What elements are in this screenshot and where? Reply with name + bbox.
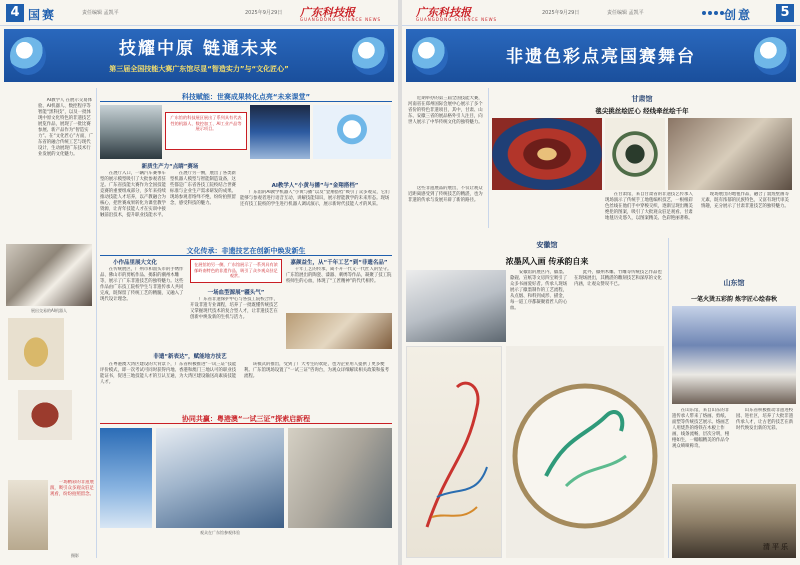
shandong-col2: 山东省积极推动非遗进校园、进社区，培养了大批非遗传承人才，让古老的技艺在新时代焕发出新的光彩。	[736, 408, 794, 431]
sec3-col2: 该模式的推出，受到了广大考生的欢迎，也为企业用人提供了更多便利。广东馆现场设置了“一试三证”咨询台，为观众详细解读相关政策和报考流程。	[244, 362, 390, 379]
banner-subtitle: 第三届全国技能大赛广东馆尽显“智造实力”与“文化匠心”	[109, 65, 289, 73]
sec2-sub3: 一场血型源展“疆头气”	[207, 290, 265, 296]
bottom-caption-mid: 观众在广东馆参观体验	[200, 530, 240, 535]
ai-teacher-photo	[313, 105, 391, 159]
sec1-quote: 广东馆的科技展区展出了系列具有代表性的机器人、数控加工、AI工业产品等展示项目。	[165, 112, 247, 150]
robot-photo	[100, 105, 162, 159]
phoenix-icon	[407, 347, 502, 558]
sec1-col3: 广东馆的AI教学机器人“小黄与播”以及“金翔搭档”吸引了众多观众，它们能够与参观者进行语音互动，讲解技能知识，展示智能教学的未来形态。现场还有技工院校的学生进行机器人调试演示，展示新时代技能人才的风采。	[240, 190, 390, 207]
banner-title: 非遗色彩点亮国赛舞台	[506, 47, 696, 67]
anhui-col2: 此外，徽州木雕、竹雕等传统技艺作品也在现场展出，其精湛的雕刻技艺和深厚的文化内涵，让观众赞叹不已。	[574, 270, 662, 287]
embroidery-hoop-icon	[506, 346, 664, 558]
anhui-title: 浓墨风入画 传承韵自来	[505, 257, 589, 266]
sec2-col3: 千年工艺的传承，离不开一代又一代匠人的坚守。广东馆展出的陶瓷、漆器、刺绣等作品，凝聚了技工院校师生的心血，体现了“工匠精神”的代代相传。	[286, 267, 392, 284]
red-artwork-photo	[18, 390, 72, 440]
ceramic-photo	[8, 318, 64, 380]
mascot-left-icon	[412, 37, 448, 75]
sec2-col1: 在传统展区，广州市和汕头市的手绣作品、佛山市的剪纸作品、揭阳的潮州木雕等，展示了广东非遗技艺的独特魅力。这些作品由广东技工院校学生与非遗传承人共同完成，既保留了传统工艺的精髓，又融入了现代设计理念。	[100, 267, 184, 302]
sec2-col2: 广东省非遗保护中心与各技工院校合作，开设非遗专业课程，培养了一批既懂传统技艺又掌握现代技术的复合型人才，让非遗技艺在创新中焕发新的生机与活力。	[190, 297, 278, 320]
phoenix-painting-photo	[406, 346, 502, 558]
sec1-col2: 在展厅另一侧，展出了各类新型机器人模型与智能制造设备，这些都是广东省各技工院校结合世赛标准与企业生产需求研发的成果。现场参观者络绎不绝，纷纷拍照留念，感受科技的魅力。	[170, 171, 236, 206]
bottom-caption-left: 一场精彩的非遗展演，吸引众多观众驻足观看，纷纷拍照留念。	[50, 480, 94, 497]
intro-photo	[6, 244, 92, 306]
sec2-quote: 在展馆的另一侧，广东馆展示了一系列具有浓郁岭南特色的非遗作品，吸引了众多观众驻足观赏。	[190, 259, 282, 283]
mascot-left-icon	[10, 37, 46, 75]
gansu-col1: 在甘肃馆，来自甘肃省的非遗技艺传承人现场演示了传统手工地毯编织技艺，一根根彩色丝线在他们手中穿梭交织，逐渐呈现出精美绝伦的图案，吸引了大批观众驻足观看。甘肃地毯历史悠久，以图案精美、色彩艳丽著称。	[605, 192, 693, 221]
sec2-sub2: 非遗“新表达”，赋能地方技艺	[153, 354, 227, 360]
intro-text-2: 这些非遗展品的展出，不仅让观众近距离感受到了传统技艺的精湛，也为非遗的传承与发展开辟了新的路径。	[408, 186, 483, 203]
editor-meta: 责任编辑 孟凯平	[82, 10, 119, 16]
intro-divider	[488, 88, 489, 228]
plate-photo	[605, 118, 665, 190]
left-column-divider	[96, 88, 97, 558]
gansu-col2: 现场展出的地毯作品，融合了敦煌壁画等元素，既有浓郁的民族特色，又富有现代审美情趣，充分展示了甘肃非遗技艺的独特魅力。	[701, 192, 789, 209]
mascot-right-icon	[352, 37, 388, 75]
intro-text: AI教学人 在展示交易体验、AI机器人、数控程序等智能“黑科技”，以及一批体现中原文化特色的非遗技艺展览作品，展现了一批比赛参展、新产品作为“智造实力”。在“文化匠心”方面，广东省的融合传统工艺与现代设计，生动展现广东技术行业发展的文化魅力。	[38, 98, 94, 157]
sec1-rule	[100, 101, 392, 102]
shandong-col1: 在山东馆，来自山东的非遗传承人带来了烙画、剪纸、面塑等传统技艺展示。烙画艺人用烧热的烙铁在木板上作画，线条流畅，层次分明，栩栩如生，一幅幅精美的作品令观众啧啧称奇。	[672, 408, 730, 449]
page-number: 5	[776, 4, 794, 22]
mascot-right-icon	[754, 37, 790, 75]
sec3-title: 协同共赢：粤港澳“一试三证”探索启新程	[181, 415, 311, 423]
calligraphy-event-photo	[406, 270, 506, 342]
editor-meta: 责任编辑 孟凯平	[607, 10, 644, 16]
banner-stand-photo	[100, 428, 152, 528]
paper-logo: 广东科技报	[416, 6, 471, 19]
anhui-col1: 安徽馆的展区内，徽墨、歙砚、宣纸等文房四宝吸引了众多书画爱好者。传承人现场展示了徽墨制作的工艺流程，从点烟、和料到成形、描金，每一道工序都凝聚着匠人的心血。	[510, 270, 568, 311]
paper-logo-en: GUANGDONG SCIENCE NEWS	[300, 17, 382, 22]
left-page	[0, 0, 398, 565]
sec2-title: 文化传承：非遗技艺在创新中焕发新生	[186, 247, 306, 255]
sec2-sub1: 小作品里展大文化	[112, 260, 157, 266]
shandong-label: 山东馆	[723, 279, 745, 287]
page-number: 4	[6, 4, 24, 22]
right-banner	[406, 29, 796, 82]
visitors-photo	[156, 428, 284, 528]
shandong-title: 一笔火烫五彩韵 炼字匠心绘春秋	[690, 296, 778, 303]
decor-dots	[702, 11, 724, 15]
anhui-label: 安徽馆	[536, 241, 558, 249]
exhibition-screen-photo	[250, 105, 310, 159]
paper-logo-en: GUANGDONG SCIENCE NEWS	[416, 17, 498, 22]
intro-text: 近期举办的第三届全国技能大赛，河南省在郑州国际会展中心展示了多个省份的特色非遗项目，其中，甘肃、山东、安徽三省的展品格外引人注目，向世人展示了中华传统文化的独特魅力。	[408, 96, 483, 125]
photo-vertical-text: 清平乐	[763, 543, 790, 551]
section-name: 国赛	[28, 8, 57, 22]
issue-date: 2025年9月29日	[542, 10, 580, 16]
bottom-tag: 摄影	[71, 553, 79, 558]
sec2-sub4: 嘉颜益生，从“千年工艺”到“非遗名品”	[290, 260, 388, 266]
right-page	[402, 0, 800, 565]
sec2-photo	[286, 313, 392, 349]
sec1-title: 科技赋能：世赛成果转化点亮“未来课堂”	[181, 93, 311, 101]
gansu-title: 毯尖挑丝绘匠心 经线牵丝绘千年	[595, 107, 689, 115]
sec1-sub1: 新质生产力“点睛”赛场	[141, 164, 199, 170]
anhui-shandong-divider	[668, 238, 669, 558]
embroidery-photo	[506, 346, 664, 558]
paper-logo: 广东科技报	[300, 6, 355, 19]
gansu-label: 甘肃馆	[631, 95, 653, 103]
sec1-sub2: AI教学人“小黄与播”与“金翔搭档”	[271, 183, 359, 189]
banner-title: 技耀中原 链通未来	[119, 39, 279, 59]
section-name: 创意	[724, 8, 753, 22]
historical-photo	[672, 484, 796, 558]
sec3-col1: 在粤港澳大湾区建设的大背景下，广东省积极推进“一试三证”技能评价模式，即一次考试可同时获得内地、香港和澳门三地认可的职业技能证书，促进三地技能人才的互认互通，为大湾区建设输送高素质技能人才。	[100, 362, 237, 385]
issue-date: 2025年9月29日	[245, 10, 283, 16]
sec1-col1: 在展厅入口，一辆汽车赛事车型的展示模型吸引了大批参观者驻足。广东省技能大赛作为全国技能竞赛的重要组成部分，多年来持续推动技能人才培养，以产教融合为核心，把世赛成果转化为课堂教学资源，让青年技能人才在实训中接触前沿技术，提升职业技能水平。	[100, 171, 166, 218]
artisan-photo	[668, 118, 792, 190]
shandong-booth-photo	[672, 306, 796, 404]
booth-photo	[288, 428, 392, 528]
sec3-rule	[100, 423, 392, 424]
stage-photo	[8, 480, 48, 550]
left-header	[0, 0, 398, 26]
intro-caption: 展出交易的AI机器人	[31, 308, 67, 313]
carpet-photo	[492, 118, 602, 190]
right-header	[402, 0, 800, 26]
left-banner	[4, 29, 394, 82]
sec2-rule	[100, 255, 392, 256]
